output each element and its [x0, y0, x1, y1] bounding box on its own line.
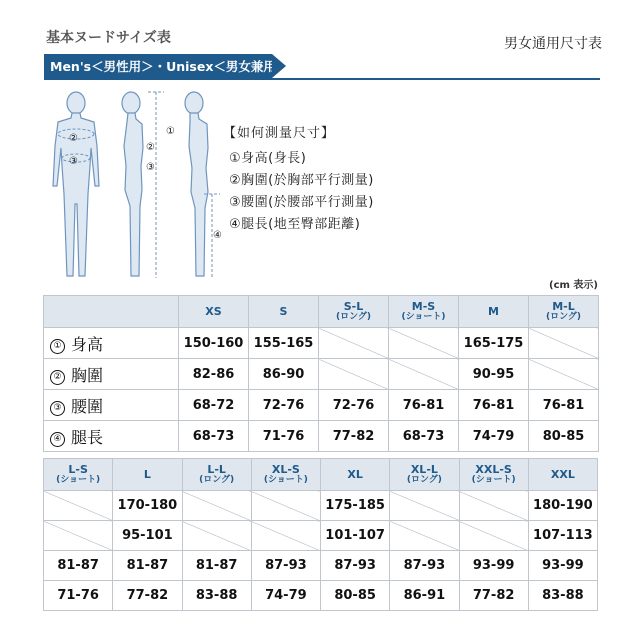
- howto-item-leg: ④腿長(地至臀部距離): [229, 217, 361, 232]
- size-header: S: [249, 296, 319, 328]
- table-cell: 72-76: [319, 390, 389, 421]
- size-header: XL-S (ショート): [251, 459, 320, 491]
- table-cell: 180-190: [528, 491, 597, 521]
- figure-mark-height: ①: [166, 126, 175, 137]
- table-cell: 71-76: [44, 581, 113, 611]
- table-cell: 76-81: [529, 390, 599, 421]
- empty-cell: [319, 328, 389, 359]
- table-cell: 95-101: [113, 521, 182, 551]
- howto-title: 【如何測量尺寸】: [223, 126, 336, 141]
- table-cell: 81-87: [44, 551, 113, 581]
- table-row: [44, 551, 598, 581]
- empty-cell: [182, 521, 251, 551]
- table-cell: 87-93: [390, 551, 459, 581]
- table-cell: 83-88: [182, 581, 251, 611]
- table-cell: 68-72: [179, 390, 249, 421]
- table-row: [44, 328, 599, 359]
- size-table-small: [43, 295, 599, 452]
- empty-cell: [529, 359, 599, 390]
- size-header: S-L (ロング): [319, 296, 389, 328]
- table-row: [44, 390, 599, 421]
- banner-divider: [44, 78, 600, 80]
- table-cell: 81-87: [113, 551, 182, 581]
- front-body-figure: [53, 92, 99, 276]
- empty-cell: [44, 491, 113, 521]
- size-table-large: [43, 458, 598, 611]
- size-header: L-S (ショート): [44, 459, 113, 491]
- table-cell: 87-93: [321, 551, 390, 581]
- figure-mark-chest-side: ②: [146, 142, 155, 153]
- row-label-leg: ④ 腿長: [44, 421, 179, 452]
- back-body-figure: [185, 92, 208, 276]
- empty-cell: [389, 328, 459, 359]
- size-header: XL: [321, 459, 390, 491]
- banner-label: Men's＜男性用＞・Unisex＜男女兼用＞: [50, 59, 289, 74]
- table-row: [44, 521, 598, 551]
- empty-cell: [251, 491, 320, 521]
- howto-item-height: ①身高(身長): [229, 151, 307, 166]
- howto-item-chest: ②胸圍(於胸部平行測量): [229, 173, 374, 188]
- page-title: 基本ヌードサイズ表: [46, 30, 171, 46]
- size-header: XS: [179, 296, 249, 328]
- table-cell: 74-79: [251, 581, 320, 611]
- howto-item-waist: ③腰圍(於腰部平行測量): [229, 195, 374, 210]
- table-row: [44, 491, 598, 521]
- table-row: [44, 359, 599, 390]
- table-cell: 77-82: [113, 581, 182, 611]
- table-cell: 77-82: [319, 421, 389, 452]
- table-cell: 155-165: [249, 328, 319, 359]
- table-cell: 80-85: [321, 581, 390, 611]
- table-cell: 82-86: [179, 359, 249, 390]
- size-header: M-S (ショート): [389, 296, 459, 328]
- empty-cell: [390, 521, 459, 551]
- table-cell: 165-175: [459, 328, 529, 359]
- table-cell: 81-87: [182, 551, 251, 581]
- empty-cell: [529, 328, 599, 359]
- empty-cell: [390, 491, 459, 521]
- table-cell: 83-88: [528, 581, 597, 611]
- size-header: XXL-S (ショート): [459, 459, 528, 491]
- empty-cell: [319, 359, 389, 390]
- category-banner: [44, 54, 289, 78]
- table-cell: 80-85: [529, 421, 599, 452]
- table-cell: 76-81: [389, 390, 459, 421]
- table-header-row: [44, 459, 598, 491]
- page-subtitle: 男女通用尺寸表: [504, 36, 602, 52]
- table-cell: 87-93: [251, 551, 320, 581]
- table-row: [44, 581, 598, 611]
- figure-mark-waist-side: ③: [146, 162, 155, 173]
- size-header: L: [113, 459, 182, 491]
- row-label-waist: ③ 腰圍: [44, 390, 179, 421]
- table-cell: 76-81: [459, 390, 529, 421]
- table-header-row: [44, 296, 599, 328]
- body-measurement-figures: [44, 86, 244, 286]
- size-header: XXL: [528, 459, 597, 491]
- figure-mark-leg: ④: [213, 230, 222, 241]
- table-row: [44, 421, 599, 452]
- empty-cell: [389, 359, 459, 390]
- table-cell: 68-73: [179, 421, 249, 452]
- row-label-chest: ② 胸圍: [44, 359, 179, 390]
- table-cell: 93-99: [459, 551, 528, 581]
- table-cell: 175-185: [321, 491, 390, 521]
- table-cell: 150-160: [179, 328, 249, 359]
- table-corner-cell: [44, 296, 179, 328]
- table-cell: 72-76: [249, 390, 319, 421]
- size-header: XL-L (ロング): [390, 459, 459, 491]
- table-cell: 90-95: [459, 359, 529, 390]
- size-header: M-L (ロング): [529, 296, 599, 328]
- table-cell: 101-107: [321, 521, 390, 551]
- empty-cell: [182, 491, 251, 521]
- figure-mark-chest: ②: [69, 133, 78, 144]
- empty-cell: [459, 491, 528, 521]
- table-cell: 74-79: [459, 421, 529, 452]
- empty-cell: [44, 521, 113, 551]
- table-cell: 68-73: [389, 421, 459, 452]
- unit-note: (cm 表示): [549, 280, 598, 291]
- table-cell: 77-82: [459, 581, 528, 611]
- row-label-height: ① 身高: [44, 328, 179, 359]
- side-body-figure: [122, 92, 143, 276]
- empty-cell: [459, 521, 528, 551]
- table-cell: 86-90: [249, 359, 319, 390]
- size-header: L-L (ロング): [182, 459, 251, 491]
- empty-cell: [251, 521, 320, 551]
- table-cell: 93-99: [528, 551, 597, 581]
- table-cell: 107-113: [528, 521, 597, 551]
- figure-mark-waist-front: ③: [69, 156, 78, 167]
- size-header: M: [459, 296, 529, 328]
- table-cell: 86-91: [390, 581, 459, 611]
- table-cell: 170-180: [113, 491, 182, 521]
- table-cell: 71-76: [249, 421, 319, 452]
